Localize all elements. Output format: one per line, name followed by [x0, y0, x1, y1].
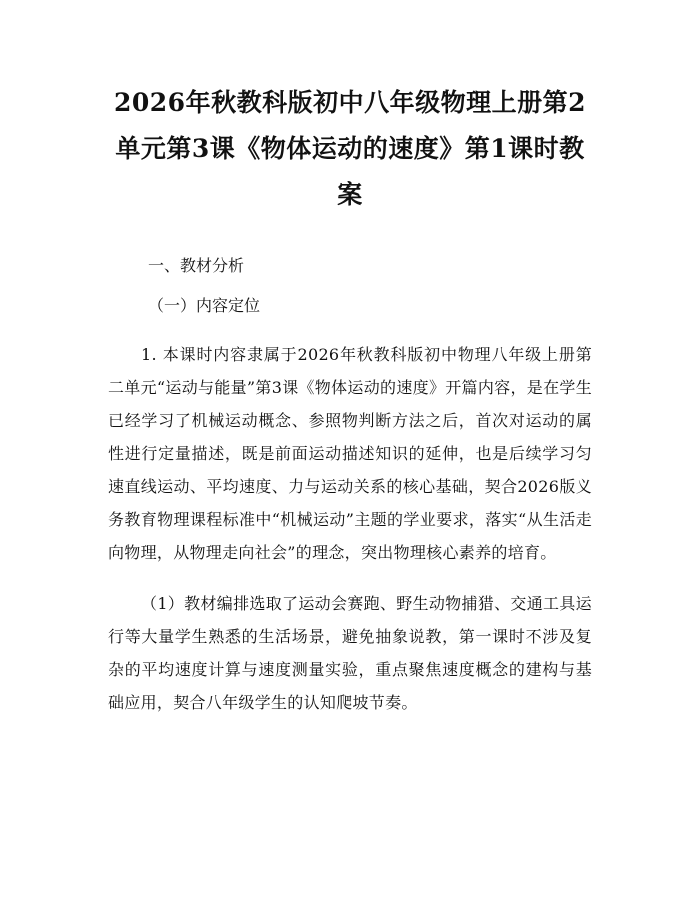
document-title: 2026年秋教科版初中八年级物理上册第2单元第3课《物体运动的速度》第1课时教案: [114, 88, 586, 209]
paragraph-content-positioning: 1. 本课时内容隶属于2026年秋教科版初中物理八年级上册第二单元“运动与能量”第3课《物体运动的速度》开篇内容，是在学生已经学习了机械运动概念、参照物判断方法之后，首次对运动的属性进行定量描述，既是前面运动描述知识的延伸，也是后续学习匀速直线运动、平均速度、力与运动关系的核心基础，契合2026版义务教育物理课程标准中“机械运动”主题的学业要求，落实“从生活走向物理，从物理走向社会”的理念，突出物理核心素养的培育。: [108, 345, 592, 562]
section-heading-textbook-analysis: 一、教材分析: [148, 256, 245, 275]
paragraph-textbook-arrangement: （1）教材编排选取了运动会赛跑、野生动物捕猎、交通工具运行等大量学生熟悉的生活场景，避免抽象说教，第一课时不涉及复杂的平均速度计算与速度测量实验，重点聚焦速度概念的建构与基础应用，契合八年级学生的认知爬坡节奏。: [108, 594, 592, 712]
subsection-heading-content-positioning: （一）内容定位: [148, 296, 261, 315]
